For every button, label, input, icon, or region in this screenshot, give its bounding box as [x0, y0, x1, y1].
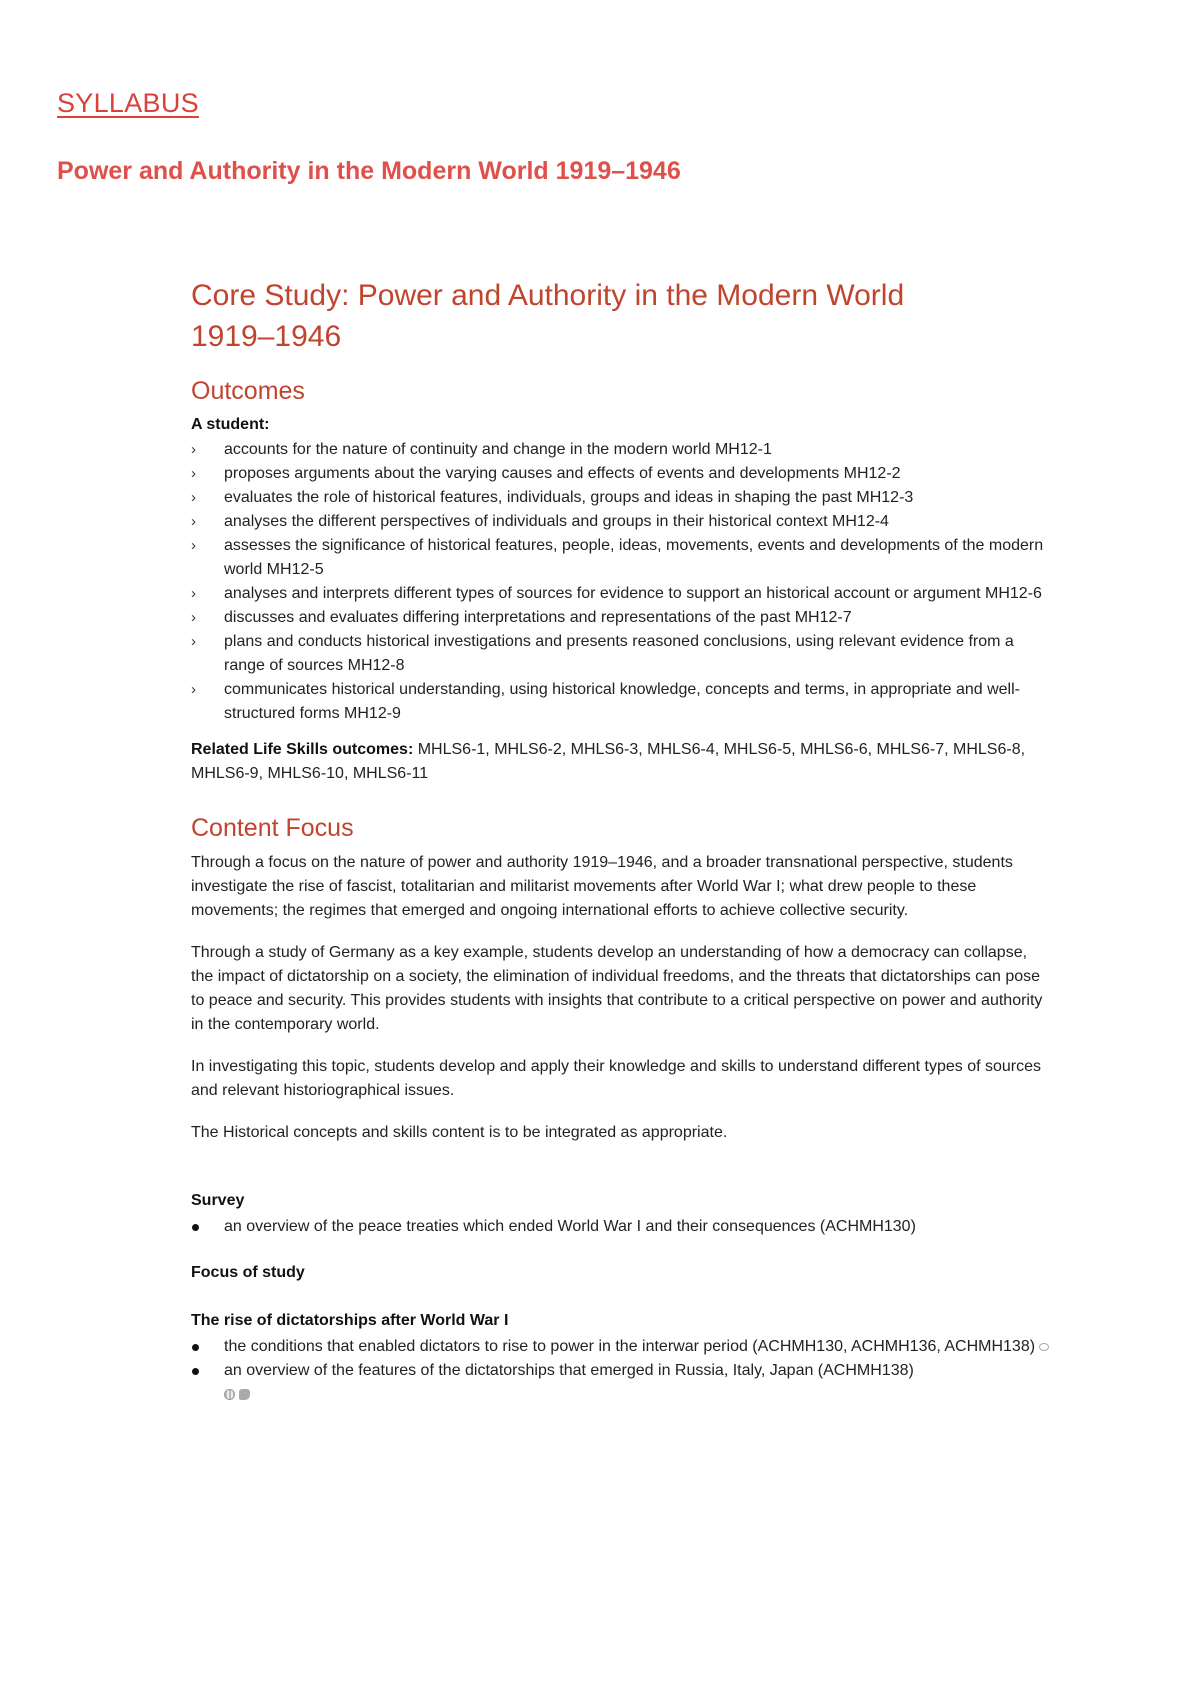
content-focus-heading: Content Focus	[191, 814, 354, 842]
rise-of-dictatorships-heading: The rise of dictatorships after World War I	[191, 1312, 509, 1329]
rise-of-dictatorships-list	[191, 1335, 1051, 1407]
content-focus-paragraph: The Historical concepts and skills content is to be integrated as appropriate.	[191, 1124, 728, 1141]
bullet-icon	[192, 1224, 199, 1231]
related-life-skills	[191, 738, 1051, 786]
chevron-right-icon: ›	[191, 441, 196, 458]
syllabus-heading: SYLLABUS	[57, 88, 199, 118]
dictatorships-item: an overview of the features of the dictatorships that emerged in Russia, Italy, Japan (ACHMH138)	[191, 1359, 1051, 1407]
outcome-item: › analyses the different perspectives of individuals and groups in their historical context MH12-4	[191, 510, 1051, 534]
outcome-item: › accounts for the nature of continuity and change in the modern world MH12-1	[191, 438, 1051, 462]
outcome-item: › analyses and interprets different types of sources for evidence to support an historical account or argument MH12-6	[191, 582, 1051, 606]
chevron-right-icon: ›	[191, 633, 196, 650]
outcome-item: › assesses the significance of historical features, people, ideas, movements, events and developments of the modern world MH12-5	[191, 534, 1051, 582]
survey-heading: Survey	[191, 1192, 245, 1209]
core-study-section	[191, 275, 1051, 1407]
chevron-right-icon: ›	[191, 465, 196, 482]
chevron-right-icon: ›	[191, 585, 196, 602]
focus-of-study-heading: Focus of study	[191, 1264, 305, 1281]
globe-icon	[224, 1389, 235, 1400]
core-study-title-line2: 1919–1946	[191, 320, 342, 353]
survey-item: an overview of the peace treaties which ended World War I and their consequences (ACHMH130)	[191, 1215, 1051, 1239]
student-label: A student:	[191, 416, 270, 433]
outcomes-heading: Outcomes	[191, 377, 305, 405]
outcome-item: › discusses and evaluates differing interpretations and representations of the past MH12-7	[191, 606, 1051, 630]
content-focus-paragraph: In investigating this topic, students develop and apply their knowledge and skills to understand different types of sources and relevant historiographical issues.	[191, 1058, 1041, 1099]
outcome-item: › proposes arguments about the varying causes and effects of events and developments MH12-2	[191, 462, 1051, 486]
core-study-title	[191, 275, 1051, 357]
outcome-item: › communicates historical understanding, using historical knowledge, concepts and terms, in appropriate and well-structured forms MH12-9	[191, 678, 1051, 726]
bullet-icon	[192, 1368, 199, 1375]
dictatorships-item: the conditions that enabled dictators to rise to power in the interwar period (ACHMH130, ACHMH136, ACHMH138)	[191, 1335, 1051, 1359]
related-life-skills-value: MHLS6-1, MHLS6-2, MHLS6-3, MHLS6-4, MHLS6-5, MHLS6-6, MHLS6-7, MHLS6-8, MHLS6-9, MHLS6-10, MHLS6-11	[191, 741, 1026, 782]
survey-list	[191, 1215, 1051, 1239]
chevron-right-icon: ›	[191, 513, 196, 530]
chevron-right-icon: ›	[191, 489, 196, 506]
link-icon	[1039, 1343, 1049, 1351]
content-focus-paragraph: Through a focus on the nature of power and authority 1919–1946, and a broader transnational perspective, students investigate the rise of fascist, totalitarian and militarist movements after World War I; what drew people to these movements; the regimes that emerged and ongoing international efforts to achieve collective security.	[191, 854, 1013, 919]
outcome-item: › evaluates the role of historical features, individuals, groups and ideas in shaping the past MH12-3	[191, 486, 1051, 510]
outcomes-list	[191, 438, 1051, 726]
people-icon	[239, 1389, 250, 1400]
outcome-item: › plans and conducts historical investigations and presents reasoned conclusions, using relevant evidence from a range of sources MH12-8	[191, 630, 1051, 678]
bullet-icon	[192, 1344, 199, 1351]
syllabus-subtitle: Power and Authority in the Modern World 1919–1946	[57, 157, 681, 185]
chevron-right-icon: ›	[191, 537, 196, 554]
related-life-skills-label: Related Life Skills outcomes:	[191, 741, 414, 758]
core-study-title-line1: Core Study: Power and Authority in the Modern World	[191, 279, 905, 312]
content-focus-paragraph: Through a study of Germany as a key example, students develop an understanding of how a democracy can collapse, the impact of dictatorship on a society, the elimination of individual freedoms, and the threats that dictatorships can pose to peace and security. This provides students with insights that contribute to a critical perspective on power and authority in the contemporary world.	[191, 944, 1043, 1033]
chevron-right-icon: ›	[191, 609, 196, 626]
chevron-right-icon: ›	[191, 681, 196, 698]
